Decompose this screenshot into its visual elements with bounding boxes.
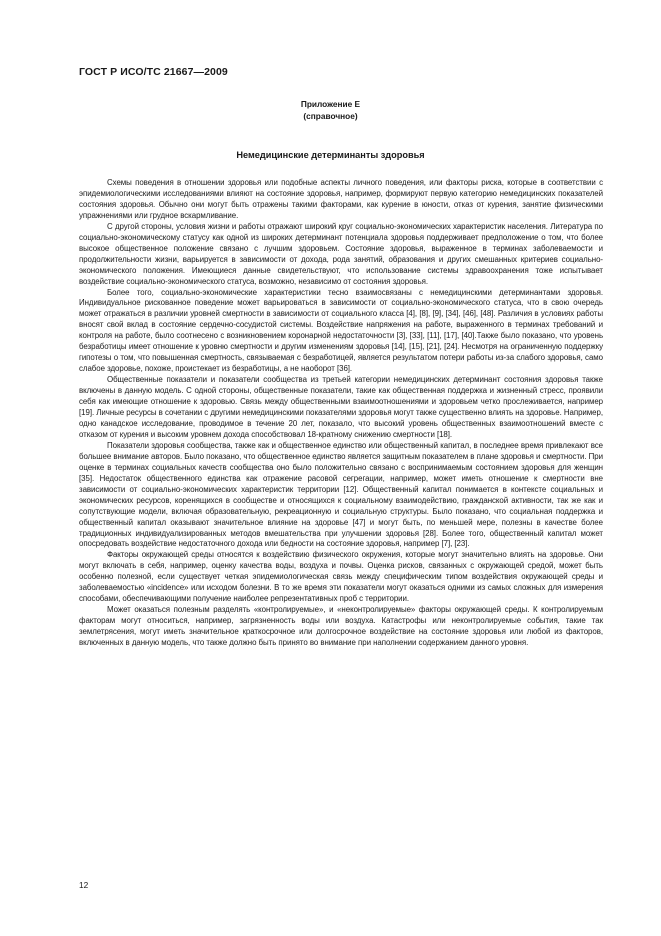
paragraph: Показатели здоровья сообщества, также как и общественное единство или общественный капитал, в последнее время привлекают все большее внимание авторов. Было показано, что общественное единство является защитным показателем в плане здоровья и смертности. При оценке в терминах социальных качеств сообщества оно было положительно связано с воспринимаемым состоянием здоровья для женщин [35]. Недостаток общественного единства как отражение расовой сегрегации, например, может иметь отношение к смертности вне зависимости от социально-экономических характеристик территории [12]. Общественный капитал понимается в контексте социальных и экономических ресурсов, коренящихся в сообществе и относящихся к социальному взаимодействию, гражданской активности, так же как и сопутствующие модели, включая образовательную, рекреационную и социальную структуры. Было показано, что социальная поддержка и общественный капитал оказывают значительное влияние на здоровье [47] и могут быть, по меньшей мере, полезны в качестве более традиционных индивидуализированных методов вмешательства при улучшении здоровья [28]. Более того, общественный капитал может опосредовать воздействие недостаточного дохода или бедности на состояние здоровья, например [7], [23]. — [79, 440, 603, 549]
appendix-note: (справочное) — [303, 111, 358, 121]
standard-header: ГОСТ Р ИСО/ТС 21667—2009 — [79, 66, 228, 78]
paragraph: Общественные показатели и показатели сообщества из третьей категории немедицинских детерминант состояния здоровья также включены в данную модель. С одной стороны, общественные показатели, такие как общественная поддержка и жизненный стресс, проявили себя как имеющие отношение к здоровью. Связь между общественными взаимоотношениями и здоровьем четко прослеживается, например [19]. Личные ресурсы в сочетании с другими немедицинскими показателями здоровья могут также существенно влиять на здоровье. Например, одно канадское исследование, проводимое в течение 20 лет, показало, что высокий уровень общественных взаимоотношений вместе с отказом от курения и высоким уровнем дохода способствовал 18-кратному снижению смертности [18]. — [79, 375, 603, 439]
paragraph: Более того, социально-экономические характеристики тесно взаимосвязаны с немедицинскими детерминантами здоровья. Индивидуальное рискованное поведение может варьироваться в зависимости от социально-экономического статуса, что в свою очередь может отражаться в различии уровней смертности в зависимости от социального класса [4], [8], [9], [34], [46], [48]. Различия в условиях работы вносят свой вклад в состояние сердечно-сосудистой системы. Воздействие напряжения на работе, выраженного в терминах требований и контроля на работе, было соотнесено с возникновением коронарной недостаточности [3], [33], [11], [17], [40].Также было показано, что уровень безработицы имеет отношение к уровню смертности и другим изменениям здоровья [14], [15], [21], [24]. Несмотря на ограниченную поддержку гипотезы о том, что повышенная смертность, связываемая с безработицей, является результатом потери работы из-за слабого здоровья, само слабое здоровье, похоже, проистекает из безработицы, а не наоборот [36]. — [79, 287, 603, 374]
paragraph: С другой стороны, условия жизни и работы отражают широкий круг социально-экономических характеристик населения. Литература по социально-экономическому статусу как одной из широких детерминант потенциала здоровья поддерживает предположение о том, что более высокое общественное положение связано с лучшим здоровьем. Состояние здоровья, выраженное в терминах заболеваемости и продолжительности жизни, варьируется в зависимости от дохода, рода занятий, образования и других смешанных критериев социально-экономического положения. Имеющиеся данные свидетельствуют, что использование системы здравоохранения тоже испытывает воздействие социально-экономического статуса, возможно, независимо от состояния здоровья. — [79, 221, 603, 286]
body-text — [79, 178, 603, 649]
section-title: Немедицинские детерминанты здоровья — [236, 150, 425, 160]
paragraph: Факторы окружающей среды относятся к воздействию физического окружения, которые могут значительно влиять на здоровье. Они могут включать в себя, например, оценку качества воды, воздуха и почвы. Оценка рисков, связанных с окружающей средой, может быть особенно полезной, если существует четкая эпидемиологическая связь между специфическим типом воздействия окружающей среды и заболеваемостью «incidence» или исходом болезни. В то же время эти показатели могут оказаться одними из самых сложных для измерения способами, обеспечивающими получение наиболее репрезентативных проб с территории. — [79, 550, 603, 604]
paragraph: Схемы поведения в отношении здоровья или подобные аспекты личного поведения, или факторы риска, которые в соответствии с эпидемиологическими исследованиями влияют на состояние здоровья, например, формируют первую категорию немедицинских показателей состояния здоровья. Обычно они могут быть отражены такими факторами, как курение в юности, отказ от курения, занятие физическими упражнениями или грудное вскармливание. — [79, 178, 603, 220]
paragraph: Может оказаться полезным разделять «контролируемые», и «неконтролируемые» факторы окружающей среды. К контролируемым факторам могут относиться, например, загрязненность воды или воздуха. Катастрофы или неконтролируемые события, такие так землетрясения, могут иметь значительное краткосрочное или долгосрочное воздействие на состояние здоровья или любой из факторов, включенных в данную модель, что также должно быть принято во внимание при наполнении содержанием данного уровня. — [79, 605, 603, 648]
appendix-title: Приложение Е — [300, 99, 361, 109]
page-number: 12 — [79, 880, 89, 890]
